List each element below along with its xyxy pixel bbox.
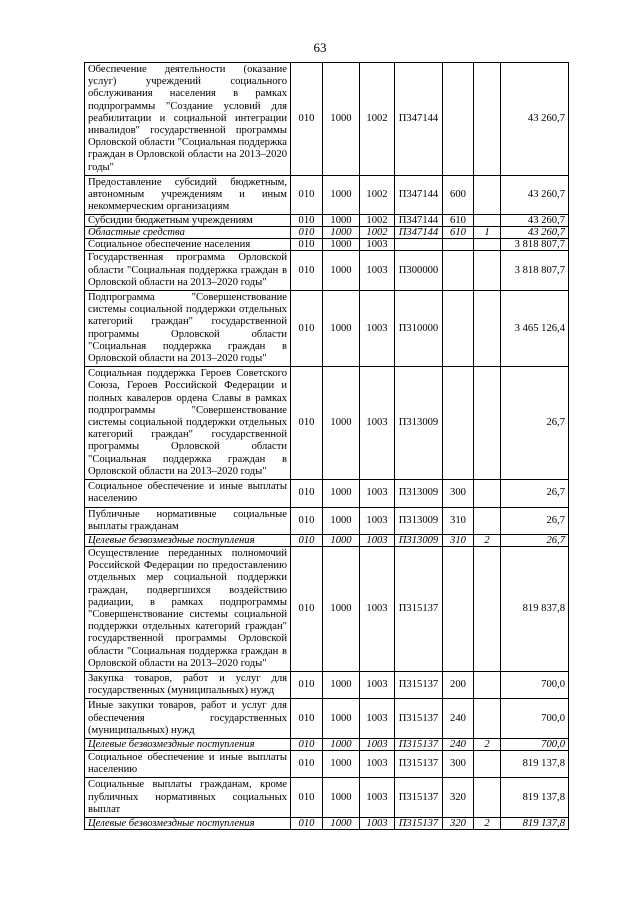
table-row — [85, 546, 569, 671]
amount: 700,0 — [501, 699, 569, 739]
code-subsection: 1003 — [360, 291, 395, 367]
code-expense-type: 200 — [443, 671, 474, 698]
code-ministry: 010 — [291, 671, 323, 698]
code-subsection: 1003 — [360, 251, 395, 291]
row-name: Обеспечение деятельности (оказание услуг) учреждений социального обслуживания населения в рамках подпрограммы "Создание условий для реабилитации и социальной интеграции инвалидов" государственной программы Орловской области "Социальная поддержка граждан в Орловской области на 2013–2020 годы" — [85, 63, 291, 176]
code-target-item: П347144 — [395, 63, 443, 176]
code-target-item: П300000 — [395, 251, 443, 291]
code-target-item: П315137 — [395, 546, 443, 671]
code-section: 1000 — [323, 671, 360, 698]
code-section: 1000 — [323, 534, 360, 546]
amount: 819 137,8 — [501, 750, 569, 777]
code-subsection: 1003 — [360, 738, 395, 750]
code-target-item: П347144 — [395, 227, 443, 239]
table-row — [85, 534, 569, 546]
amount: 26,7 — [501, 367, 569, 480]
code-section: 1000 — [323, 367, 360, 480]
code-expense-type: 320 — [443, 778, 474, 818]
row-name: Подпрограмма "Совершенствование системы социальной поддержки отдельных категорий граждан" государственной программы Орловской области "Социальная поддержка граждан в Орловской области на 2013–2020 годы" — [85, 291, 291, 367]
code-funding-source: 1 — [474, 227, 501, 239]
code-section: 1000 — [323, 480, 360, 507]
row-name: Публичные нормативные социальные выплаты гражданам — [85, 507, 291, 534]
row-name: Закупка товаров, работ и услуг для государственных (муниципальных) нужд — [85, 671, 291, 698]
code-expense-type — [443, 251, 474, 291]
table-row — [85, 367, 569, 480]
amount: 26,7 — [501, 507, 569, 534]
code-section: 1000 — [323, 778, 360, 818]
code-expense-type: 320 — [443, 817, 474, 829]
row-name: Целевые безвозмездные поступления — [85, 817, 291, 829]
table-row — [85, 750, 569, 777]
code-expense-type — [443, 239, 474, 251]
amount: 43 260,7 — [501, 175, 569, 215]
code-section: 1000 — [323, 227, 360, 239]
code-funding-source — [474, 699, 501, 739]
code-ministry: 010 — [291, 480, 323, 507]
table-row — [85, 507, 569, 534]
code-ministry: 010 — [291, 215, 323, 227]
code-expense-type — [443, 367, 474, 480]
amount: 700,0 — [501, 671, 569, 698]
code-funding-source: 2 — [474, 738, 501, 750]
code-target-item: П315137 — [395, 738, 443, 750]
code-funding-source — [474, 239, 501, 251]
code-expense-type: 600 — [443, 175, 474, 215]
table-row — [85, 817, 569, 829]
code-funding-source — [474, 63, 501, 176]
code-section: 1000 — [323, 546, 360, 671]
code-section: 1000 — [323, 750, 360, 777]
code-target-item: П313009 — [395, 507, 443, 534]
code-expense-type — [443, 546, 474, 671]
code-target-item: П315137 — [395, 750, 443, 777]
row-name: Осуществление переданных полномочий Российской Федерации по предоставлению отдельных мер социальной поддержки граждан, подвергшихся воздействию радиации, в рамках подпрограммы "Совершенствование системы социальной поддержки отдельных категорий граждан" государственной программы Орловской области "Социальная поддержка граждан в Орловской области на 2013–2020 годы" — [85, 546, 291, 671]
code-ministry: 010 — [291, 63, 323, 176]
row-name: Целевые безвозмездные поступления — [85, 738, 291, 750]
code-ministry: 010 — [291, 699, 323, 739]
code-target-item: П315137 — [395, 778, 443, 818]
code-target-item: П313009 — [395, 480, 443, 507]
code-subsection: 1003 — [360, 671, 395, 698]
code-ministry: 010 — [291, 817, 323, 829]
table-row — [85, 175, 569, 215]
code-funding-source — [474, 750, 501, 777]
table-row — [85, 63, 569, 176]
code-section: 1000 — [323, 239, 360, 251]
table-row — [85, 699, 569, 739]
amount: 700,0 — [501, 738, 569, 750]
code-target-item: П313009 — [395, 534, 443, 546]
table-row — [85, 239, 569, 251]
amount: 26,7 — [501, 480, 569, 507]
code-subsection: 1003 — [360, 534, 395, 546]
row-name: Целевые безвозмездные поступления — [85, 534, 291, 546]
row-name: Государственная программа Орловской области "Социальная поддержка граждан в Орловской области на 2013–2020 годы" — [85, 251, 291, 291]
table-row — [85, 480, 569, 507]
amount: 3 465 126,4 — [501, 291, 569, 367]
code-funding-source — [474, 251, 501, 291]
code-subsection: 1003 — [360, 699, 395, 739]
row-name: Социальная поддержка Героев Советского Союза, Героев Российской Федерации и полных кавалеров ордена Славы в рамках подпрограммы "Совершенствование системы социальной поддержки отдельных категорий граждан" государственной программы Орловской области "Социальная поддержка граждан в Орловской области на 2013–2020 годы" — [85, 367, 291, 480]
code-target-item: П315137 — [395, 671, 443, 698]
code-funding-source — [474, 507, 501, 534]
code-expense-type: 300 — [443, 750, 474, 777]
code-ministry: 010 — [291, 534, 323, 546]
row-name: Социальные выплаты гражданам, кроме публичных нормативных социальных выплат — [85, 778, 291, 818]
code-ministry: 010 — [291, 507, 323, 534]
code-funding-source: 2 — [474, 534, 501, 546]
code-target-item — [395, 239, 443, 251]
code-target-item: П313009 — [395, 367, 443, 480]
code-target-item: П347144 — [395, 215, 443, 227]
code-section: 1000 — [323, 507, 360, 534]
code-section: 1000 — [323, 817, 360, 829]
code-expense-type: 610 — [443, 215, 474, 227]
amount: 43 260,7 — [501, 215, 569, 227]
code-expense-type: 310 — [443, 507, 474, 534]
row-name: Социальное обеспечение населения — [85, 239, 291, 251]
code-subsection: 1003 — [360, 817, 395, 829]
row-name: Предоставление субсидий бюджетным, автономным учреждениям и иным некоммерческим организациям — [85, 175, 291, 215]
code-expense-type: 240 — [443, 699, 474, 739]
code-ministry: 010 — [291, 778, 323, 818]
code-expense-type: 300 — [443, 480, 474, 507]
table-row — [85, 778, 569, 818]
code-funding-source — [474, 480, 501, 507]
code-subsection: 1003 — [360, 546, 395, 671]
code-ministry: 010 — [291, 175, 323, 215]
row-name: Областные средства — [85, 227, 291, 239]
code-target-item: П347144 — [395, 175, 443, 215]
amount: 819 837,8 — [501, 546, 569, 671]
code-target-item: П315137 — [395, 817, 443, 829]
code-section: 1000 — [323, 215, 360, 227]
code-subsection: 1003 — [360, 507, 395, 534]
code-subsection: 1002 — [360, 175, 395, 215]
amount: 819 137,8 — [501, 778, 569, 818]
code-ministry: 010 — [291, 239, 323, 251]
table-row — [85, 215, 569, 227]
table-row — [85, 227, 569, 239]
code-section: 1000 — [323, 175, 360, 215]
code-expense-type — [443, 291, 474, 367]
code-funding-source — [474, 367, 501, 480]
code-section: 1000 — [323, 63, 360, 176]
code-funding-source — [474, 671, 501, 698]
code-ministry: 010 — [291, 291, 323, 367]
row-name: Иные закупки товаров, работ и услуг для обеспечения государственных (муниципальных) нужд — [85, 699, 291, 739]
code-ministry: 010 — [291, 251, 323, 291]
code-ministry: 010 — [291, 750, 323, 777]
row-name: Социальное обеспечение и иные выплаты населению — [85, 480, 291, 507]
row-name: Субсидии бюджетным учреждениям — [85, 215, 291, 227]
amount: 819 137,8 — [501, 817, 569, 829]
table-body — [85, 63, 569, 830]
code-section: 1000 — [323, 291, 360, 367]
code-subsection: 1003 — [360, 480, 395, 507]
code-section: 1000 — [323, 699, 360, 739]
table-row — [85, 738, 569, 750]
code-expense-type: 610 — [443, 227, 474, 239]
code-funding-source — [474, 215, 501, 227]
code-ministry: 010 — [291, 227, 323, 239]
code-funding-source — [474, 291, 501, 367]
code-subsection: 1003 — [360, 367, 395, 480]
code-subsection: 1002 — [360, 215, 395, 227]
amount: 26,7 — [501, 534, 569, 546]
amount: 43 260,7 — [501, 63, 569, 176]
table-row — [85, 291, 569, 367]
code-section: 1000 — [323, 738, 360, 750]
amount: 3 818 807,7 — [501, 251, 569, 291]
table-row — [85, 251, 569, 291]
row-name: Социальное обеспечение и иные выплаты населению — [85, 750, 291, 777]
table-row — [85, 671, 569, 698]
amount: 3 818 807,7 — [501, 239, 569, 251]
code-ministry: 010 — [291, 546, 323, 671]
code-funding-source — [474, 546, 501, 671]
code-subsection: 1002 — [360, 227, 395, 239]
amount: 43 260,7 — [501, 227, 569, 239]
code-subsection: 1002 — [360, 63, 395, 176]
code-target-item: П310000 — [395, 291, 443, 367]
code-subsection: 1003 — [360, 239, 395, 251]
code-funding-source: 2 — [474, 817, 501, 829]
code-subsection: 1003 — [360, 778, 395, 818]
code-expense-type: 310 — [443, 534, 474, 546]
code-expense-type — [443, 63, 474, 176]
code-target-item: П315137 — [395, 699, 443, 739]
code-subsection: 1003 — [360, 750, 395, 777]
code-funding-source — [474, 175, 501, 215]
page-number: 63 — [313, 40, 327, 55]
code-funding-source — [474, 778, 501, 818]
code-section: 1000 — [323, 251, 360, 291]
code-ministry: 010 — [291, 367, 323, 480]
budget-table — [84, 62, 569, 830]
code-expense-type: 240 — [443, 738, 474, 750]
code-ministry: 010 — [291, 738, 323, 750]
